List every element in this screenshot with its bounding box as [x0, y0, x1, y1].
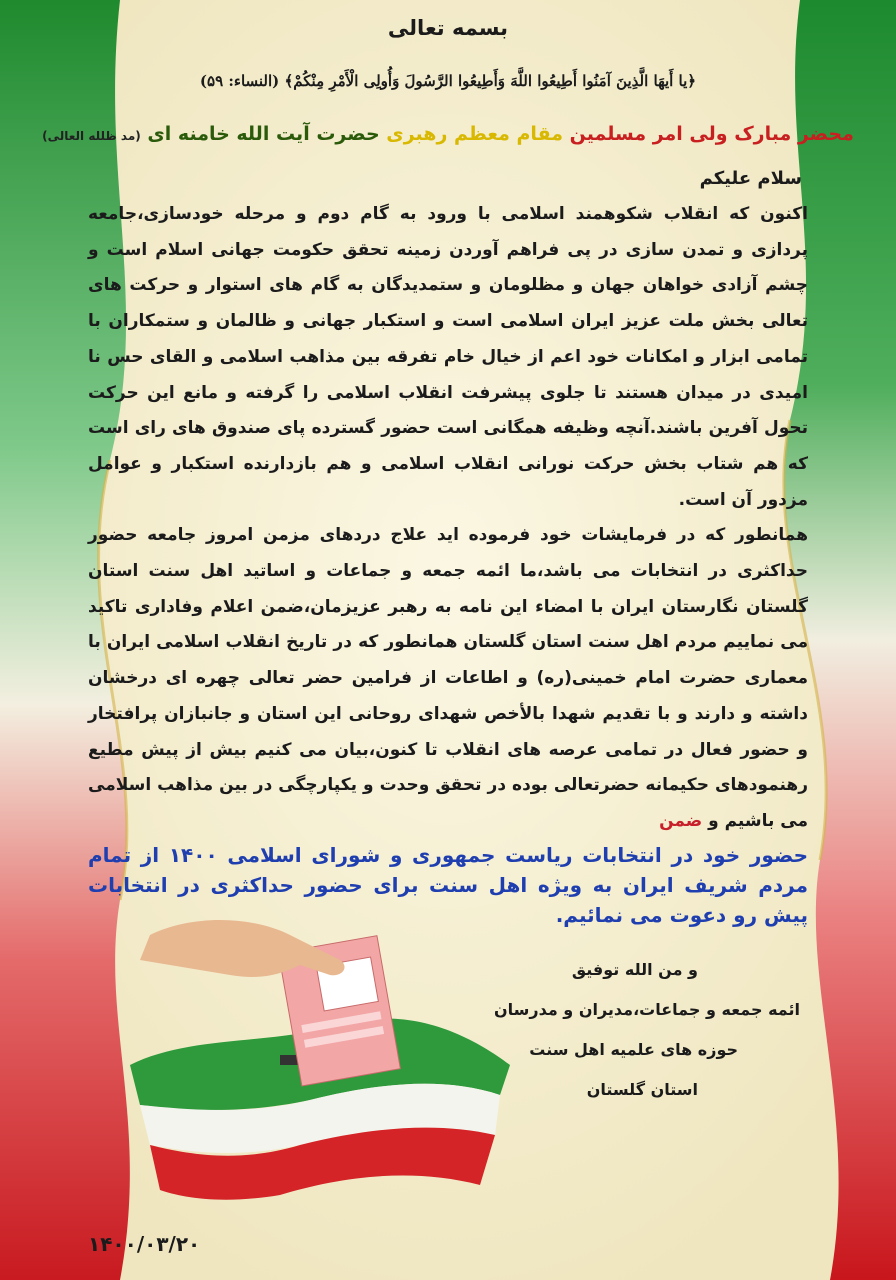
- highlight-word: ضمن: [659, 810, 703, 831]
- invitation-text: حضور خود در انتخابات ریاست جمهوری و شورای اسلامی ۱۴۰۰ از تمام مردم شریف ایران به ویژه اهل سنت برای حضور حداکثری در انتخابات پیش رو دعوت می نمائیم.: [88, 843, 808, 927]
- address-part-3: حضرت آیت الله خامنه ای: [147, 123, 380, 145]
- address-part-2: مقام معظم رهبری: [386, 123, 564, 145]
- closing-line-4: استان گلستان: [586, 1080, 698, 1099]
- letter-body: [88, 197, 808, 840]
- closing-line-1: و من الله توفیق: [571, 960, 698, 979]
- letter-date: ۱۴۰۰/۰۳/۲۰: [88, 1232, 201, 1256]
- greeting: سلام علیکم: [699, 168, 802, 189]
- closing-line-2: ائمه جمعه و جماعات،مدیران و مدرسان: [493, 1000, 800, 1019]
- letter-content: [42, 0, 854, 1280]
- quran-verse: ﴿یا أَیهَا الَّذِینَ آمَنُوا أَطِیعُوا اللَّهَ وَأَطِیعُوا الرَّسُولَ وَأُولِی الْأَمْرِ مِنْکُمْ﴾ (النساء: ۵۹): [199, 72, 697, 90]
- address-honorific: (مد ظلله العالی): [42, 129, 141, 143]
- address-part-1: محضر مبارک ولی امر مسلمین: [569, 123, 854, 145]
- bismillah-heading: بسمه تعالی: [387, 16, 509, 40]
- closing-line-3: حوزه های علمیه اهل سنت: [529, 1040, 738, 1059]
- addressee-line: [13, 123, 883, 145]
- paragraph-2: همانطور که در فرمایشات خود فرموده اید علاج دردهای مزمن امروز جامعه حضور حداکثری در انتخابات می باشد،ما ائمه جمعه و جماعات و اساتید اهل سنت استان گلستان نگارستان ایران با امضاء این نامه به رهبر عزیزمان،ضمن اعلام وفاداری تاکید می نماییم مردم اهل سنت استان گلستان همانطور که در تاریخ انقلاب اسلامی ایران با معماری حضرت امام خمینی(ره) و اطاعات از فرامین حضر تعالی چهره ای درخشان داشته و دارند و با تقدیم شهدا بالأخص شهدای روحانی این استان و جانبازان پرافتخار و حضور فعال در تمامی عرصه های انقلاب تا کنون،بیان می کنیم بیش از پیش مطیع رهنمودهای حکیمانه حضرتعالی بوده در تحقق وحدت و یکپارچگی در بین مذاهب اسلامی می باشیم و: [88, 525, 808, 831]
- paragraph-1: اکنون که انقلاب شکوهمند اسلامی با ورود به گام دوم و مرحله خودسازی،جامعه پردازی و تمدن سازی در پی فراهم آوردن زمینه تحقق حکومت جهانی اسلام است و چشم آزادی خواهان جهان و مظلومان و ستمدیدگان به گام های استوار و حرکت های تعالی بخش ملت عزیز ایران اسلامی است و استکبار جهانی و ظالمان و ستمکاران با تمامی ابزار و امکانات خود اعم از خیال خام تفرقه بین مذاهب اسلامی و القای حس نا امیدی در میدان هستند تا جلوی پیشرفت انقلاب اسلامی را گرفته و مانع این حرکت تحول آفرین باشند.آنچه وظیفه همگانی است حضور گسترده پای صندوق های رای است که هم شتاب بخش حرکت نورانی انقلاب اسلامی و هم بازدارنده استکبار و عوامل مزدور آن است.: [88, 204, 808, 510]
